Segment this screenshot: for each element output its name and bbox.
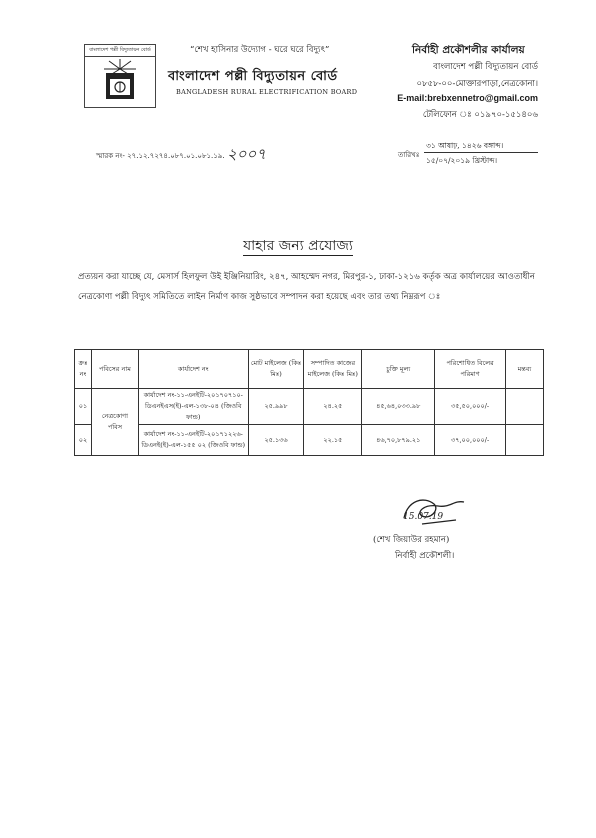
header-total-mileage: মোট মাইলেজ (কিঃ মিঃ): [248, 350, 304, 389]
date-english: ১৫/০৭/২০১৯ খ্রিস্টাব্দ।: [426, 156, 498, 165]
body-paragraph: প্রত্যয়ন করা যাচ্ছে যে, মেসার্স হিলফুল উই ইঞ্জিনিয়ারিং, ২৪৭, আহম্মেদ নগর, মিরপুর-১, ঢাকা-১২১৬ কর্তৃক অত্র কার্যালয়ের আওতাধীন নেত্রকোণা পল্লী বিদ্যুৎ সমিতিতে লাইন নির্মাণ কাজ সুষ্ঠভাবে সম্পাদন করা হয়েছে এবং তার তথ্য নিম্নরূপ ঃ: [78, 272, 535, 302]
signature-date: 15.07.19: [403, 512, 444, 522]
signatory-name: (শেখ জিয়াউর রহমান): [373, 535, 450, 545]
table-row: [75, 389, 544, 425]
document-heading: [0, 234, 596, 258]
table-header-row: [75, 350, 544, 389]
cell-total-mileage: ২৫.৯৯৮: [248, 389, 304, 425]
cell-work-order: কার্যাদেশ নং-১১-এনইটি-২০১৭০৭১০-ডিএনইএস(ই)-এল-১৩৮-০৪ (জিওবি ফান্ড): [138, 389, 248, 425]
cell-contract-value: ৪৫,৬৪,০৩৩.৯৮: [362, 389, 435, 425]
memo-handwritten-number: ২০০৭: [227, 145, 267, 163]
cell-contract-value: ৪৬,৭০,৮৭৯.২১: [362, 425, 435, 456]
header-contract-value: চুক্তি মূল্য: [362, 350, 435, 389]
office-email: E-mail:brebxennetro@gmail.com: [397, 93, 538, 103]
board-name-bangla: বাংলাদেশ পল্লী বিদ্যুতায়ন বোর্ড: [168, 69, 338, 84]
office-address: ০৮৫৮-০০-মোক্তারপাড়া,নেত্রকোনা।: [416, 79, 538, 89]
cell-done-mileage: ২৪.২৫: [304, 389, 362, 425]
office-title: নির্বাহী প্রকৌশলীর কার্যালয়: [412, 44, 525, 56]
reb-logo-emblem: [85, 45, 155, 107]
cell-serial: ০১: [75, 389, 92, 425]
cell-done-mileage: ২২.১৫: [304, 425, 362, 456]
date-label: তারিখঃ: [398, 151, 420, 159]
memo-number: স্মারক নং- ২৭.১২.৭২৭৪.০৮৭.০১.০৮১.১৯.: [96, 152, 225, 160]
header-done-mileage: সম্পাদিত কাজের মাইলেজ (কিঃ মিঃ): [304, 350, 362, 389]
board-name-english: BANGLADESH RURAL ELECTRIFICATION BOARD: [176, 88, 358, 96]
cell-paid-amount: ৩৭,০০,০০০/-: [435, 425, 506, 456]
date-divider: [424, 152, 538, 153]
table-row: [75, 425, 544, 456]
cell-paid-amount: ৩৫,৫০,০০০/-: [435, 389, 506, 425]
header-remarks: মন্তব্য: [506, 350, 544, 389]
cell-serial: ০২: [75, 425, 92, 456]
cell-remarks: [506, 389, 544, 425]
reb-logo: [84, 44, 156, 108]
logo-caption: বাংলাদেশ পল্লী বিদ্যুতায়ন বোর্ড: [85, 45, 155, 57]
cell-pbs-name: নেত্রকোণা পবিস: [91, 389, 138, 456]
cell-total-mileage: ২৫.১৩৬: [248, 425, 304, 456]
cell-remarks: [506, 425, 544, 456]
office-org: বাংলাদেশ পল্লী বিদ্যুতায়ন বোর্ড: [433, 62, 538, 72]
date-bangla: ৩১ আষাঢ়, ১৪২৬ বঙ্গাব্দ।: [426, 141, 504, 150]
cell-work-order: কার্যাদেশ নং-১১-এনইটি-২০১৭১২২৬-ডিএনই(ই)-এল-১৫৫ ০২ (জিওবি ফান্ড): [138, 425, 248, 456]
slogan: “শেখ হাসিনার উদ্যোগ - ঘরে ঘরে বিদ্যুৎ”: [190, 45, 330, 55]
header-pbs-name: পবিসের নাম: [91, 350, 138, 389]
office-telephone: টেলিফোন ঃ ০১৯৭০-১৫১৪০৬: [422, 110, 538, 120]
signatory-designation: নির্বাহী প্রকৌশলী।: [395, 551, 455, 561]
heading-text: যাহার জন্য প্রযোজ্য: [243, 238, 353, 254]
header-work-order: কার্যাদেশ নং: [138, 350, 248, 389]
header-paid-amount: পরিশোধিত বিলের পরিমাণ: [435, 350, 506, 389]
header-serial: ক্রঃ নং: [75, 350, 92, 389]
work-info-table: [74, 349, 544, 456]
